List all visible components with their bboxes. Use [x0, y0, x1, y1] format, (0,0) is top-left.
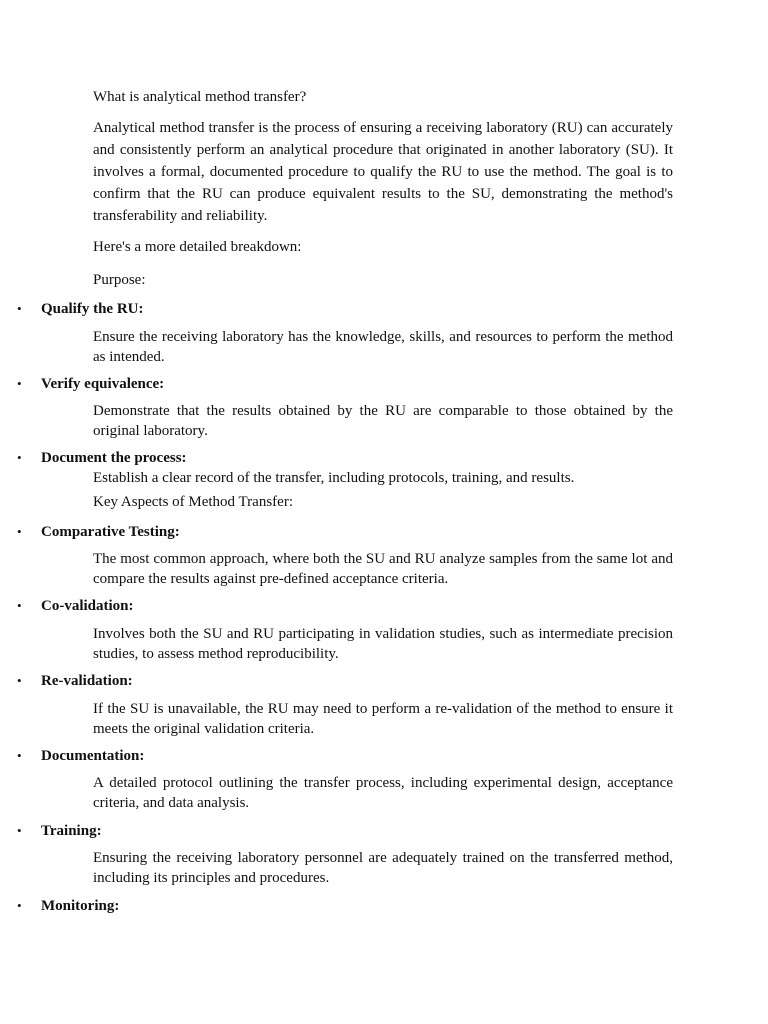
bullet-icon: •	[17, 524, 22, 539]
breakdown-line: Here's a more detailed breakdown:	[93, 239, 302, 255]
purpose-heading: Purpose:	[93, 272, 146, 288]
bullet-icon: •	[17, 376, 22, 391]
intro-paragraph: Analytical method transfer is the process of ensuring a receiving laboratory (RU) can accurately and consistently perform an analytical procedure that originated in another laboratory (SU). It involves a formal, documented procedure to qualify the RU to use the method. The goal is to confirm that the RU can produce equivalent results to the SU, demonstrating the method's transferability and reliability.	[93, 120, 673, 224]
item-label: Qualify the RU:	[41, 301, 144, 317]
item-text: The most common approach, where both the SU and RU analyze samples from the same lot and compare the results against pre-defined acceptance criteria.	[93, 551, 673, 587]
item-text: If the SU is unavailable, the RU may need to perform a re-validation of the method to ensure it meets the original validation criteria.	[93, 701, 673, 737]
item-label: Monitoring:	[41, 898, 120, 914]
list-item	[17, 746, 144, 766]
bullet-icon: •	[17, 898, 22, 913]
item-text: Ensure the receiving laboratory has the knowledge, skills, and resources to perform the method as intended.	[93, 329, 673, 365]
bullet-icon: •	[17, 748, 22, 763]
page-heading: What is analytical method transfer?	[93, 89, 307, 105]
list-item	[17, 374, 164, 394]
list-item	[17, 448, 187, 468]
bullet-icon: •	[17, 598, 22, 613]
list-item	[17, 671, 133, 691]
item-text: Demonstrate that the results obtained by the RU are comparable to those obtained by the original laboratory.	[93, 403, 673, 439]
item-label: Document the process:	[41, 450, 187, 466]
item-label: Co-validation:	[41, 598, 134, 614]
bullet-icon: •	[17, 673, 22, 688]
item-label: Training:	[41, 823, 102, 839]
bullet-icon: •	[17, 823, 22, 838]
aspects-heading: Key Aspects of Method Transfer:	[93, 494, 293, 510]
item-label: Re-validation:	[41, 673, 133, 689]
item-text: Ensuring the receiving laboratory personnel are adequately trained on the transferred method, including its principles and procedures.	[93, 850, 673, 886]
bullet-icon: •	[17, 450, 22, 465]
list-item	[17, 522, 180, 542]
list-item	[17, 596, 134, 616]
item-text: Establish a clear record of the transfer, including protocols, training, and results.	[93, 470, 575, 486]
item-label: Comparative Testing:	[41, 524, 180, 540]
bullet-icon: •	[17, 301, 22, 316]
list-item	[17, 821, 102, 841]
item-text: Involves both the SU and RU participating in validation studies, such as intermediate precision studies, to assess method reproducibility.	[93, 626, 673, 662]
item-label: Documentation:	[41, 748, 145, 764]
list-item	[17, 896, 119, 916]
item-text: A detailed protocol outlining the transfer process, including experimental design, acceptance criteria, and data analysis.	[93, 775, 673, 811]
item-label: Verify equivalence:	[41, 376, 165, 392]
list-item	[17, 299, 144, 319]
